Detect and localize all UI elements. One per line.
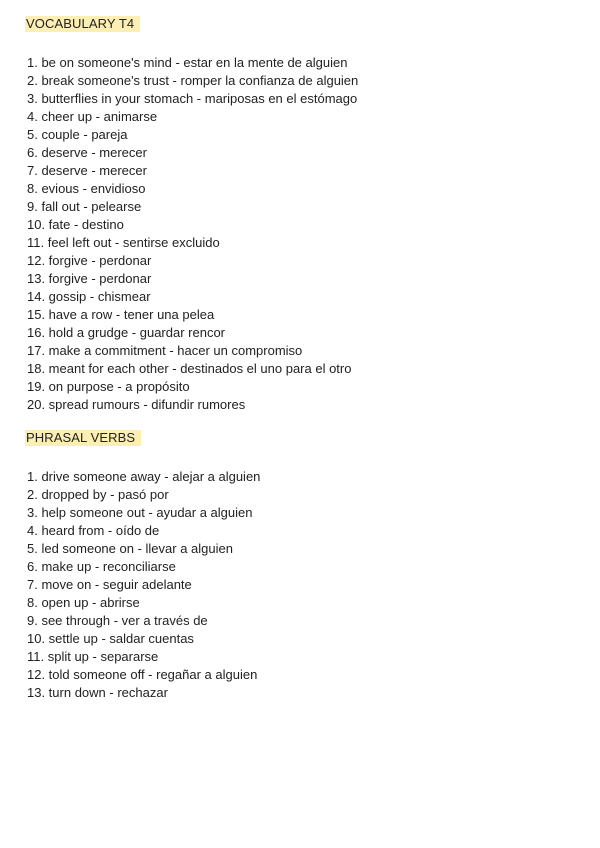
list-item: 10. settle up - saldar cuentas <box>27 631 194 646</box>
list-item: 12. told someone off - regañar a alguien <box>27 667 258 682</box>
phrasal-verbs-list <box>27 468 567 702</box>
list-item: 14. gossip - chismear <box>27 289 151 304</box>
list-item: 15. have a row - tener una pelea <box>27 307 215 322</box>
list-item: 3. butterflies in your stomach - mariposas en el estómago <box>27 91 358 106</box>
list-item: 12. forgive - perdonar <box>27 253 152 268</box>
list-item: 5. led someone on - llevar a alguien <box>27 541 233 556</box>
list-item: 2. dropped by - pasó por <box>27 487 169 502</box>
list-item: 13. forgive - perdonar <box>27 271 152 286</box>
list-item: 20. spread rumours - difundir rumores <box>27 397 246 412</box>
list-item: 19. on purpose - a propósito <box>27 379 190 394</box>
phrasal-verbs-heading: PHRASAL VERBS <box>25 430 141 446</box>
list-item: 6. make up - reconciliarse <box>27 559 176 574</box>
vocabulary-heading: VOCABULARY T4 <box>25 16 140 32</box>
list-item: 8. evious - envidioso <box>27 181 146 196</box>
list-item: 11. feel left out - sentirse excluido <box>27 235 220 250</box>
list-item: 1. be on someone's mind - estar en la mente de alguien <box>27 55 348 70</box>
list-item: 4. heard from - oído de <box>27 523 160 538</box>
list-item: 18. meant for each other - destinados el uno para el otro <box>27 361 352 376</box>
list-item: 4. cheer up - animarse <box>27 109 158 124</box>
list-item: 7. move on - seguir adelante <box>27 577 192 592</box>
list-item: 16. hold a grudge - guardar rencor <box>27 325 226 340</box>
list-item: 9. see through - ver a través de <box>27 613 208 628</box>
list-item: 1. drive someone away - alejar a alguien <box>27 469 261 484</box>
list-item: 11. split up - separarse <box>27 649 159 664</box>
vocabulary-list <box>27 54 567 414</box>
phrasal-verbs-section <box>27 429 567 702</box>
list-item: 10. fate - destino <box>27 217 124 232</box>
list-item: 2. break someone's trust - romper la confianza de alguien <box>27 73 359 88</box>
list-item: 7. deserve - merecer <box>27 163 147 178</box>
list-item: 13. turn down - rechazar <box>27 685 168 700</box>
list-item: 9. fall out - pelearse <box>27 199 142 214</box>
list-item: 3. help someone out - ayudar a alguien <box>27 505 253 520</box>
list-item: 5. couple - pareja <box>27 127 128 142</box>
vocabulary-section <box>27 15 567 414</box>
list-item: 8. open up - abrirse <box>27 595 140 610</box>
list-item: 6. deserve - merecer <box>27 145 147 160</box>
list-item: 17. make a commitment - hacer un compromiso <box>27 343 303 358</box>
